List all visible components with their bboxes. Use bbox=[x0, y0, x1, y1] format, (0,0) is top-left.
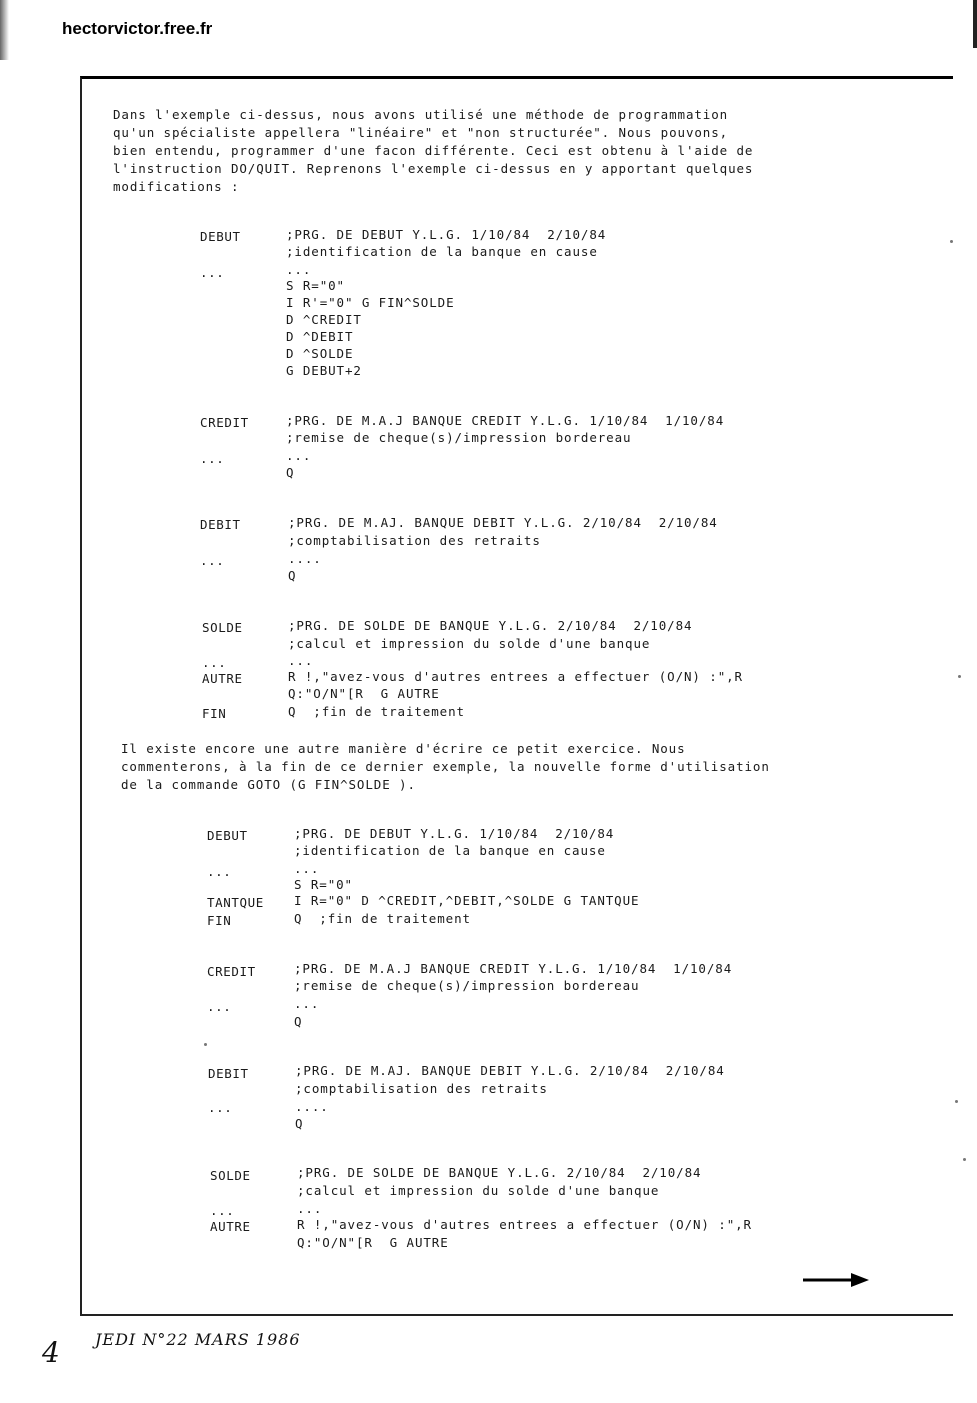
code-line: Q ;fin de traitement bbox=[294, 911, 471, 926]
code-line: ;remise de cheque(s)/impression bordereau bbox=[286, 430, 632, 445]
code-line: .... bbox=[295, 1099, 329, 1114]
code-line: R !,"avez-vous d'autres entrees a effectuer (O/N) :",R bbox=[297, 1217, 752, 1232]
middle-line: de la commande GOTO (G FIN^SOLDE ). bbox=[121, 777, 416, 792]
routine-label: SOLDE bbox=[202, 620, 243, 635]
routine-label: DEBIT bbox=[208, 1066, 249, 1081]
intro-line: modifications : bbox=[113, 179, 240, 194]
code-line: .... bbox=[288, 551, 322, 566]
issue-footer: JEDI N°22 MARS 1986 bbox=[95, 1330, 301, 1349]
code-line: G DEBUT+2 bbox=[286, 363, 362, 378]
site-watermark: hectorvictor.free.fr bbox=[62, 19, 213, 38]
code-line: ;PRG. DE M.AJ. BANQUE DEBIT Y.L.G. 2/10/84 2/10/84 bbox=[288, 515, 718, 530]
code-line: ;calcul et impression du solde d'une banque bbox=[297, 1183, 660, 1198]
intro-line: l'instruction DO/QUIT. Reprenons l'exemple ci-dessus en y apportant quelques bbox=[113, 161, 754, 176]
routine-label: TANTQUE bbox=[207, 895, 264, 910]
code-line: Q ;fin de traitement bbox=[288, 704, 465, 719]
intro-line: bien entendu, programmer d'une facon différente. Ceci est obtenu à l'aide de bbox=[113, 143, 754, 158]
routine-label: ... bbox=[208, 1100, 233, 1115]
code-line: ;PRG. DE M.A.J BANQUE CREDIT Y.L.G. 1/10/84 1/10/84 bbox=[286, 413, 725, 428]
code-line: ;identification de la banque en cause bbox=[286, 244, 598, 259]
routine-label: CREDIT bbox=[207, 964, 256, 979]
code-line: Q bbox=[288, 568, 297, 583]
routine-label: DEBIT bbox=[200, 517, 241, 532]
routine-label: ... bbox=[207, 864, 232, 879]
right-arrow-icon bbox=[803, 1271, 869, 1289]
routine-label: AUTRE bbox=[202, 671, 243, 686]
scan-speck bbox=[955, 1100, 958, 1103]
scan-speck bbox=[950, 240, 953, 243]
code-line: Q bbox=[286, 465, 295, 480]
routine-label: AUTRE bbox=[210, 1219, 251, 1234]
page-number: 4 bbox=[42, 1336, 60, 1369]
routine-label: FIN bbox=[207, 913, 232, 928]
scan-speck bbox=[958, 675, 961, 678]
middle-line: commenterons, à la fin de ce dernier exemple, la nouvelle forme d'utilisation bbox=[121, 759, 770, 774]
routine-label: ... bbox=[200, 265, 225, 280]
routine-label: FIN bbox=[202, 706, 227, 721]
code-line: S R="0" bbox=[286, 278, 345, 293]
routine-label: ... bbox=[210, 1203, 235, 1218]
code-line: ;identification de la banque en cause bbox=[294, 843, 606, 858]
code-line: ... bbox=[297, 1201, 323, 1216]
scan-speck bbox=[204, 1043, 207, 1046]
code-line: S R="0" bbox=[294, 877, 353, 892]
routine-label: CREDIT bbox=[200, 415, 249, 430]
code-line: ... bbox=[294, 861, 320, 876]
routine-label: SOLDE bbox=[210, 1168, 251, 1183]
code-line: Q bbox=[294, 1014, 303, 1029]
code-line: I R="0" D ^CREDIT,^DEBIT,^SOLDE G TANTQUE bbox=[294, 893, 640, 908]
code-line: Q:"O/N"[R G AUTRE bbox=[297, 1235, 449, 1250]
code-line: D ^CREDIT bbox=[286, 312, 362, 327]
code-line: Q bbox=[295, 1116, 304, 1131]
code-line: ;PRG. DE M.A.J BANQUE CREDIT Y.L.G. 1/10/84 1/10/84 bbox=[294, 961, 733, 976]
code-line: ;PRG. DE DEBUT Y.L.G. 1/10/84 2/10/84 bbox=[286, 227, 607, 242]
page-edge-mark bbox=[973, 0, 977, 48]
code-line: D ^DEBIT bbox=[286, 329, 354, 344]
code-line: ;comptabilisation des retraits bbox=[288, 533, 541, 548]
code-line: ;comptabilisation des retraits bbox=[295, 1081, 548, 1096]
code-line: ;PRG. DE DEBUT Y.L.G. 1/10/84 2/10/84 bbox=[294, 826, 615, 841]
scan-speck bbox=[963, 1158, 966, 1161]
code-line: I R'="0" G FIN^SOLDE bbox=[286, 295, 455, 310]
code-line: ;PRG. DE SOLDE DE BANQUE Y.L.G. 2/10/84 2/10/84 bbox=[288, 618, 693, 633]
routine-label: DEBUT bbox=[207, 828, 248, 843]
intro-line: qu'un spécialiste appellera "linéaire" et "non structurée". Nous pouvons, bbox=[113, 125, 729, 140]
code-line: ... bbox=[288, 653, 314, 668]
code-line: R !,"avez-vous d'autres entrees a effectuer (O/N) :",R bbox=[288, 669, 743, 684]
code-line: ... bbox=[294, 996, 320, 1011]
routine-label: ... bbox=[200, 553, 225, 568]
article-frame bbox=[80, 76, 953, 1316]
code-line: D ^SOLDE bbox=[286, 346, 354, 361]
code-line: ;remise de cheque(s)/impression bordereau bbox=[294, 978, 640, 993]
page-edge-shadow bbox=[0, 0, 9, 60]
routine-label: DEBUT bbox=[200, 229, 241, 244]
routine-label: ... bbox=[202, 655, 227, 670]
code-line: ;calcul et impression du solde d'une banque bbox=[288, 636, 651, 651]
middle-line: Il existe encore une autre manière d'écrire ce petit exercice. Nous bbox=[121, 741, 686, 756]
intro-line: Dans l'exemple ci-dessus, nous avons utilisé une méthode de programmation bbox=[113, 107, 729, 122]
code-line: ;PRG. DE M.AJ. BANQUE DEBIT Y.L.G. 2/10/84 2/10/84 bbox=[295, 1063, 725, 1078]
code-line: ... bbox=[286, 448, 312, 463]
routine-label: ... bbox=[200, 451, 225, 466]
routine-label: ... bbox=[207, 999, 232, 1014]
code-line: ... bbox=[286, 262, 312, 277]
code-line: Q:"O/N"[R G AUTRE bbox=[288, 686, 440, 701]
code-line: ;PRG. DE SOLDE DE BANQUE Y.L.G. 2/10/84 2/10/84 bbox=[297, 1165, 702, 1180]
